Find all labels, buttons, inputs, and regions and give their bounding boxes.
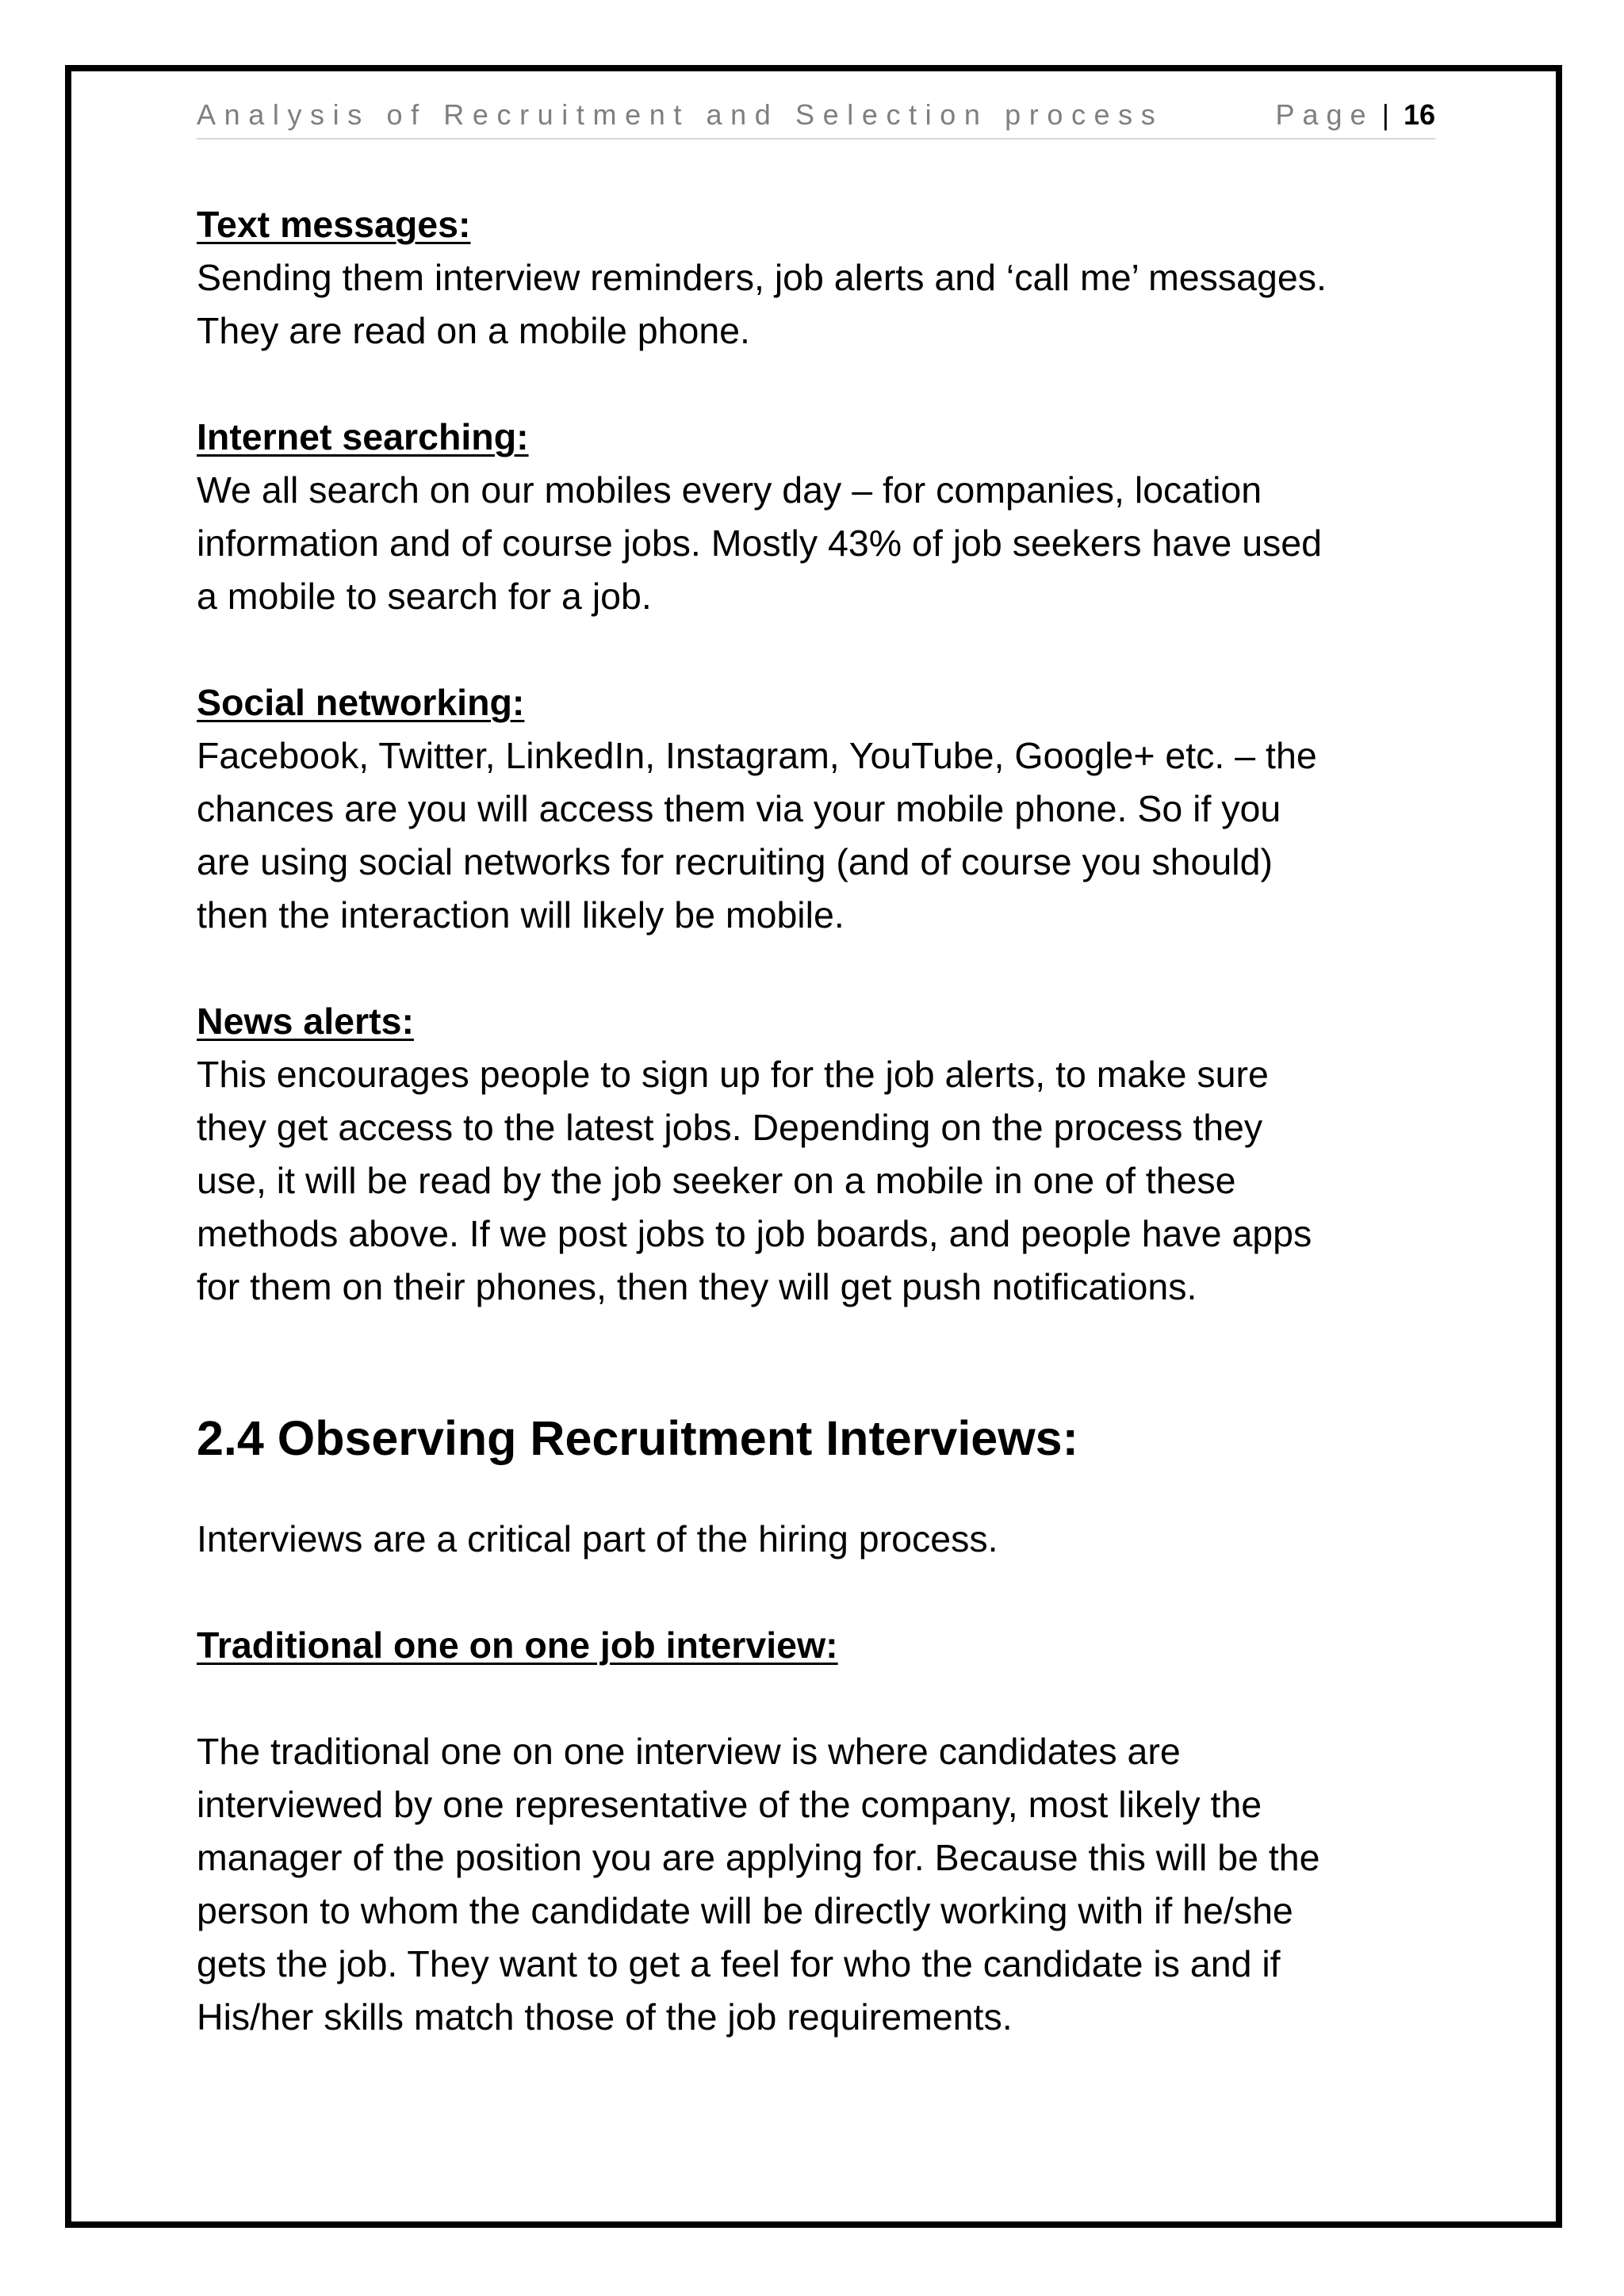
paragraph-line: for them on their phones, then they will get push notifications. [197,1266,1197,1307]
paragraph-line: chances are you will access them via your mobile phone. So if you [197,788,1281,829]
paragraph-line: then the interaction will likely be mobile. [197,894,845,936]
paragraph-line: information and of course jobs. Mostly 43% of job seekers have used [197,522,1323,564]
paragraph-line: a mobile to search for a job. [197,576,652,617]
heading-news-alerts: News alerts: [197,1001,414,1042]
paragraph-line: manager of the position you are applying for. Because this will be the [197,1837,1320,1878]
paragraph-line: person to whom the candidate will be directly working with if he/she [197,1890,1293,1931]
paragraph-line: Sending them interview reminders, job alerts and ‘call me’ messages. [197,257,1327,298]
heading-text-messages: Text messages: [197,204,471,245]
paragraph-line: methods above. If we post jobs to job boards, and people have apps [197,1213,1312,1254]
header-title: Analysis of Recruitment and Selection process [197,98,1164,131]
paragraph-line: This encourages people to sign up for the job alerts, to make sure [197,1054,1269,1095]
header-page-number: 16 [1403,98,1435,131]
paragraph-line: We all search on our mobiles every day – for companies, location [197,469,1262,511]
paragraph-line: they get access to the latest jobs. Depending on the process they [197,1107,1263,1148]
paragraph-intro: Interviews are a critical part of the hiring process. [197,1518,998,1559]
paragraph-line: They are read on a mobile phone. [197,310,750,351]
heading-social-networking: Social networking: [197,682,525,723]
paragraph-line: gets the job. They want to get a feel for who the candidate is and if [197,1943,1281,1984]
paragraph-line: interviewed by one representative of the company, most likely the [197,1784,1262,1825]
heading-internet-searching: Internet searching: [197,416,529,457]
header-page-number-group [1275,98,1435,132]
header-separator: | [1381,98,1389,131]
running-header [197,94,1435,140]
paragraph-line: use, it will be read by the job seeker on a mobile in one of these [197,1160,1236,1201]
section-heading-observing-interviews: 2.4 Observing Recruitment Interviews: [197,1411,1078,1465]
page-content [197,198,1450,2044]
header-page-label: Page [1275,98,1374,131]
paragraph-line: His/her skills match those of the job requirements. [197,1996,1013,2038]
paragraph-line: are using social networks for recruiting (and of course you should) [197,841,1273,882]
paragraph-line: Facebook, Twitter, LinkedIn, Instagram, YouTube, Google+ etc. – the [197,735,1317,776]
paragraph-line: The traditional one on one interview is where candidates are [197,1731,1181,1772]
heading-traditional-interview: Traditional one on one job interview: [197,1624,838,1666]
